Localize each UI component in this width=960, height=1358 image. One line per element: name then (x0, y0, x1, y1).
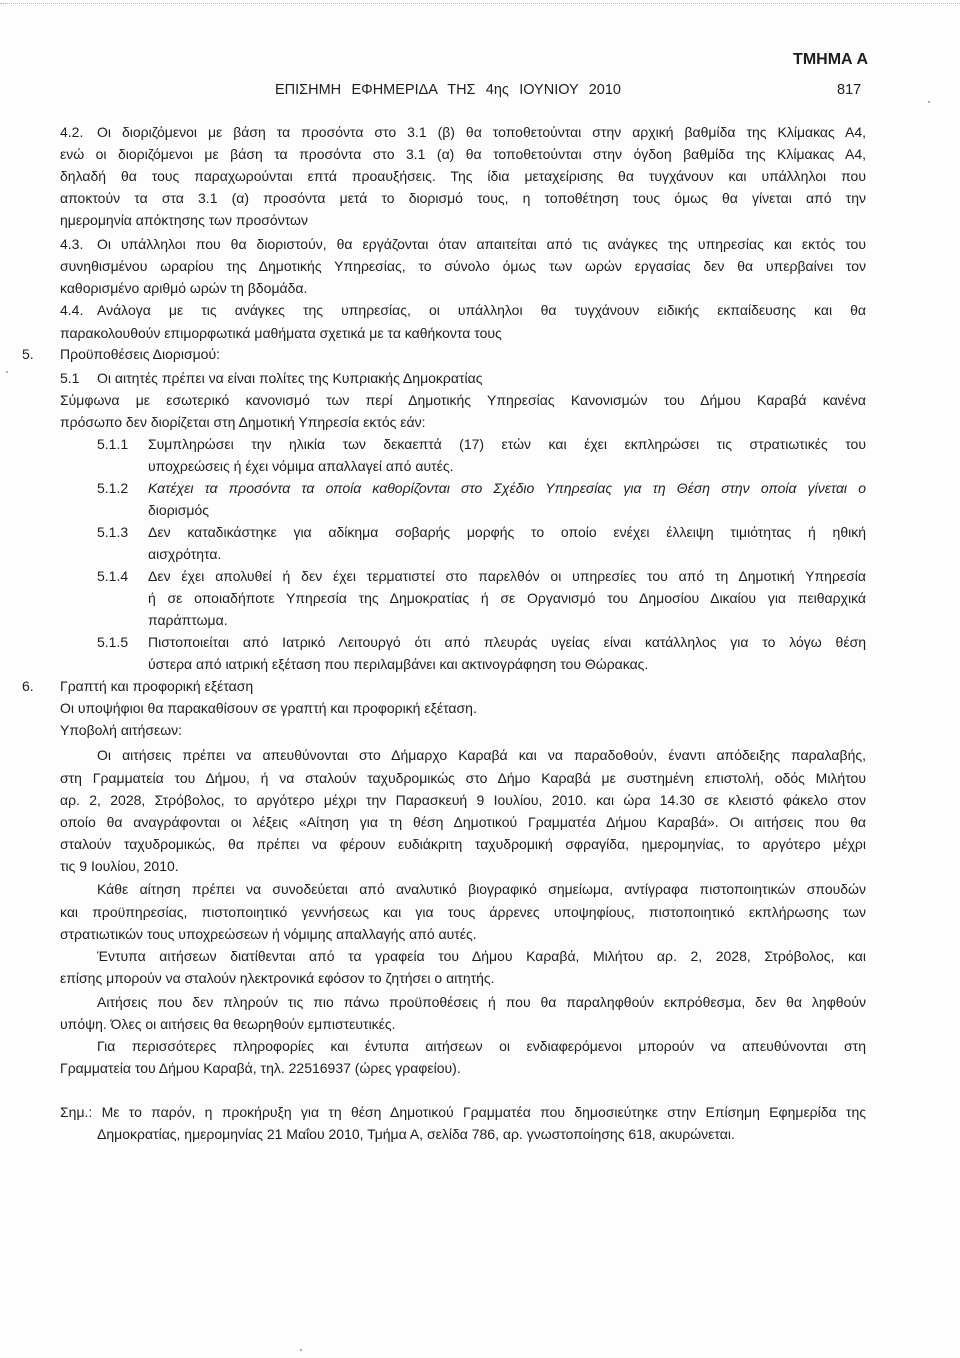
text-line: Δημοκρατίας, ημερομηνίας 21 Μαΐου 2010, Τμήμα Α, σελίδα 786, αρ. γνωστοποίησης 618, ακυρώνεται. (97, 1126, 735, 1142)
clause-number: 4.3. (60, 236, 84, 252)
scan-speck (300, 1349, 302, 1351)
text-line: υποχρεώσεις ή έχει νόμιμα απαλλαγεί από αυτές. (148, 458, 454, 474)
text-line: ύστερα από ιατρική εξέταση που περιλαμβάνει και ακτινογράφηση του Θώρακας. (148, 656, 649, 672)
clause-number: 5.1.5 (97, 634, 129, 650)
text-line: Οι αιτητές πρέπει να είναι πολίτες της Κυπριακής Δημοκρατίας (97, 370, 483, 386)
section-number: 6. (22, 678, 34, 694)
text-line: Σύμφωνα με εσωτερικό κανονισμό των περί Δημοτικής Υπηρεσίας Κανονισμών του Δήμου Καραβά κανένα (60, 392, 866, 408)
gazette-title: ΕΠΙΣΗΜΗ ΕΦΗΜΕΡΙΔΑ ΤΗΣ 4ης ΙΟΥΝΙΟΥ 2010 (275, 82, 621, 98)
text-line: αρ. 2, 2028, Στρόβολος, το αργότερο μέχρι την Παρασκευή 9 Ιουλίου, 2010. και ώρα 14.30 σε κλειστό φάκελο στον (60, 792, 866, 808)
text-line: Κατέχει τα προσόντα τα οποία καθορίζονται στο Σχέδιο Υπηρεσίας για τη Θέση στην οποία γίνεται ο (148, 480, 866, 496)
clause-number: 5.1.1 (97, 436, 129, 452)
text-line: διορισμός (148, 502, 210, 518)
text-line: Γραμματεία του Δήμου Καραβά, τηλ. 22516937 (ώρες γραφείου). (60, 1060, 461, 1076)
scan-speck (928, 101, 930, 103)
text-line: οποίο θα αναγράφονται οι λέξεις «Αίτηση για τη θέση Δημοτικού Γραμματέα Δήμου Καραβά». Οι αιτήσεις που θα (60, 814, 866, 830)
text-line: και προϋπηρεσίας, πιστοποιητικό γεννήσεως και για τους άρρενες υποψηφίους, πιστοποιητικό εκπλήρωσης των (60, 904, 866, 920)
text-line: Για περισσότερες πληροφορίες και έντυπα αιτήσεων οι ενδιαφερόμενοι μπορούν να απευθύνονται στη (97, 1038, 866, 1054)
text-line: Ανάλογα με τις ανάγκες της υπηρεσίας, οι υπάλληλοι θα τυγχάνουν ειδικής εκπαίδευσης και θα (97, 302, 866, 318)
section-label: ΤΜΗΜΑ Α (793, 51, 868, 68)
text-line: Συμπληρώσει την ηλικία των δεκαεπτά (17) ετών και έχει εκπληρώσει τις στρατιωτικές του (148, 436, 866, 452)
text-line: Οι διοριζόμενοι με βάση τα προσόντα στο 3.1 (β) θα τοποθετούνται στην αρχική βαθμίδα της Κλίμακας Α4, (97, 124, 866, 140)
text-line: Σημ.: Με το παρόν, η προκήρυξη για τη θέση Δημοτικού Γραμματέα που δημοσιεύτηκε στην Επίσημη Εφημερίδα της (60, 1104, 866, 1120)
text-line: αισχρότητα. (148, 546, 222, 562)
section-number: 5. (22, 346, 34, 362)
text-line: πρόσωπο δεν διορίζεται στη Δημοτική Υπηρεσία εκτός εάν: (60, 414, 426, 430)
text-line: καθορισμένο αριθμό ωρών τη βδομάδα. (60, 280, 308, 296)
text-line: Δεν έχει απολυθεί ή δεν έχει τερματιστεί στο παρελθόν οι υπηρεσίες του από τη Δημοτική Υπηρεσία (148, 568, 866, 584)
text-line: Αιτήσεις που δεν πληρούν τις πιο πάνω προϋποθέσεις ή που θα παραληφθούν εκπρόθεσμα, δεν θα ληφθούν (97, 994, 866, 1010)
clause-number: 5.1 (60, 370, 80, 386)
text-line: ή σε οποιαδήποτε Υπηρεσία της Δημοκρατίας ή σε Οργανισμό του Δημοσίου Δικαίου για πειθαρχικά (148, 590, 866, 606)
text-line: στη Γραμματεία του Δήμου, ή να σταλούν ταχυδρομικώς στο Δήμο Καραβά με συστημένη επιστολή, οδός Μιλήτου (60, 770, 866, 786)
page-number: 817 (837, 82, 862, 98)
text-line: ημερομηνία απόκτησης των προσόντων (60, 212, 308, 228)
text-line: Οι αιτήσεις πρέπει να απευθύνονται στο Δήμαρχο Καραβά και να παραδοθούν, έναντι απόδειξης παραλαβής, (97, 747, 866, 763)
scan-speck (6, 371, 8, 373)
text-line: Έντυπα αιτήσεων διατίθενται από τα γραφεία του Δήμου Καραβά, Μιλήτου αρ. 2, 2028, Στρόβολος, και (97, 948, 866, 964)
text-line: Δεν καταδικάστηκε για αδίκημα σοβαρής μορφής το οποίο ενέχει έλλειψη τιμιότητας ή ηθική (148, 524, 866, 540)
text-line: συνηθισμένου ωραρίου της Δημοτικής Υπηρεσίας, το σύνολο όμως των ωρών εργασίας δεν θα υπερβαίνει τον (60, 258, 866, 274)
section-title: Προϋποθέσεις Διορισμού: (60, 346, 221, 362)
text-line: παρακολουθούν επιμορφωτικά μαθήματα σχετικά με τα καθήκοντα τους (60, 325, 502, 341)
text-line: Κάθε αίτηση πρέπει να συνοδεύεται από αναλυτικό βιογραφικό σημείωμα, αντίγραφα πιστοποιητικών σπουδών (97, 881, 866, 897)
text-line: Πιστοποιείται από Ιατρικό Λειτουργό ότι από πλευράς υγείας είναι κατάλληλος για το λόγω θέση (148, 634, 866, 650)
text-line: υπόψη. Όλες οι αιτήσεις θα θεωρηθούν εμπιστευτικές. (60, 1016, 396, 1032)
scan-edge-noise (0, 3, 960, 4)
text-line: επίσης μπορούν να σταλούν ηλεκτρονικά εφόσον το ζητήσει ο αιτητής. (60, 970, 495, 986)
text-line: σταλούν ταχυδρομικώς, θα πρέπει να φέρουν ευδιάκριτη ταχυδρομική σφραγίδα, ημερομηνίας, το αργότερο μέχρι (60, 836, 866, 852)
clause-number: 5.1.3 (97, 524, 129, 540)
clause-number: 5.1.2 (97, 480, 129, 496)
text-line: δηλαδή θα τους παραχωρούνται επτά προαυξήσεις. Της ίδια μεταχείρισης θα τυγχάνουν και υπάλληλοι που (60, 168, 866, 184)
subheading: Υποβολή αιτήσεων: (60, 722, 183, 738)
text-line: στρατιωτικών τους υποχρεώσεων ή νόμιμης απαλλαγής από αυτές. (60, 926, 477, 942)
text-line: τις 9 Ιουλίου, 2010. (60, 858, 179, 874)
clause-number: 4.4. (60, 302, 84, 318)
text-line: παράπτωμα. (148, 612, 228, 628)
text-line: ενώ οι διοριζόμενοι με βάση τα προσόντα στο 3.1 (α) θα τοποθετούνται στην όγδοη βαθμίδα της Κλίμακας Α4, (60, 146, 866, 162)
text-line: Οι υποψήφιοι θα παρακαθίσουν σε γραπτή και προφορική εξέταση. (60, 700, 477, 716)
text-line: Οι υπάλληλοι που θα διοριστούν, θα εργάζονται όταν απαιτείται από τις ανάγκες της υπηρεσίας και εκτός του (97, 236, 866, 252)
text-line: αποκτούν τα στα 3.1 (α) προσόντα μετά το διορισμό τους, η τοποθέτηση τους όμως θα γίνεται από την (60, 190, 866, 206)
clause-number: 4.2. (60, 124, 84, 140)
section-title: Γραπτή και προφορική εξέταση (60, 678, 254, 694)
clause-number: 5.1.4 (97, 568, 129, 584)
